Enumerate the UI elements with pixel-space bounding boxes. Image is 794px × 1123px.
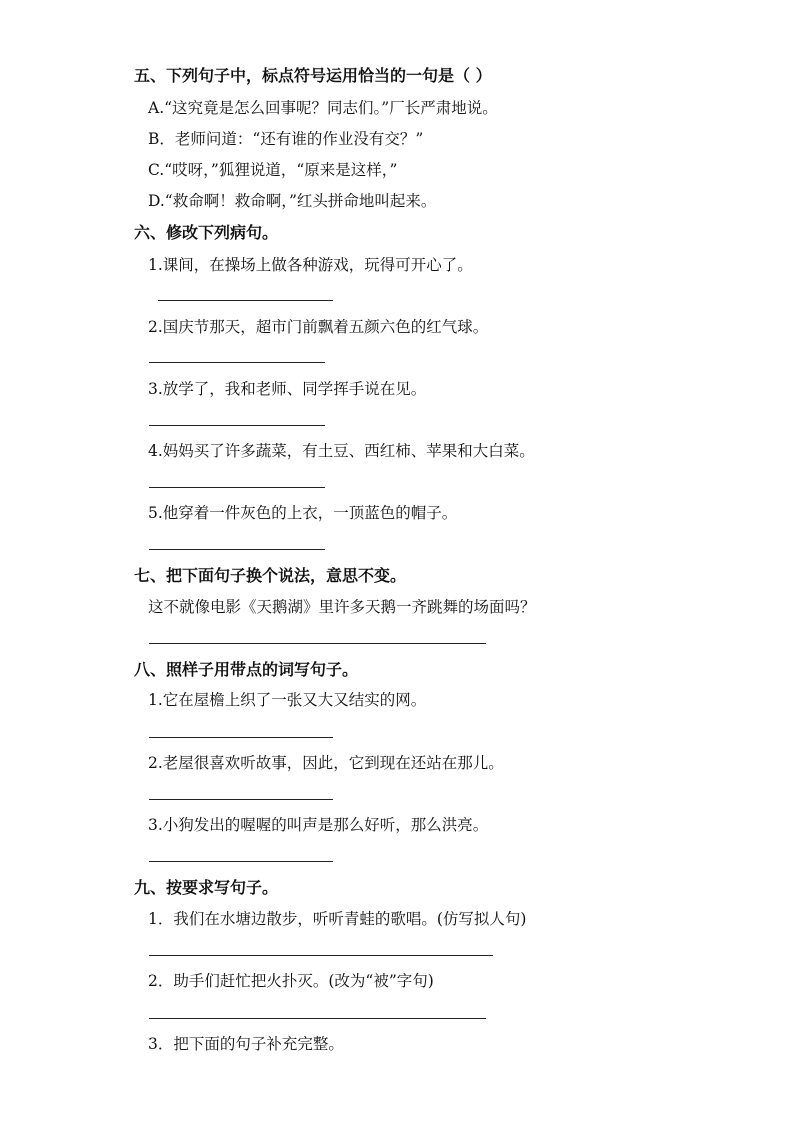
section-6-item-2: 2.国庆节那天，超市门前飘着五颜六色的红气球。 — [148, 318, 489, 336]
answer-line[interactable] — [149, 737, 333, 738]
section-9-item-1: 1．我们在水塘边散步，听听青蛙的歌唱。(仿写拟人句) — [148, 910, 527, 928]
section-9-item-3: 3．把下面的句子补充完整。 — [148, 1035, 344, 1053]
section-6-title: 六、修改下列病句。 — [134, 223, 279, 242]
section-6-item-1: 1.课间，在操场上做各种游戏，玩得可开心了。 — [148, 256, 473, 274]
answer-line[interactable] — [149, 955, 493, 956]
section-5-option-d: D.“救命啊！救命啊，”红头拼命地叫起来。 — [148, 192, 437, 210]
answer-line[interactable] — [149, 549, 325, 550]
answer-line[interactable] — [149, 487, 325, 488]
section-8-title: 八、照样子用带点的词写句子。 — [134, 660, 359, 679]
section-5-option-a: A.“这究竟是怎么回事呢？同志们。”厂长严肃地说。 — [148, 99, 498, 117]
answer-line[interactable] — [158, 300, 333, 301]
section-9-title: 九、按要求写句子。 — [134, 878, 279, 897]
section-9-item-2: 2．助手们赶忙把火扑灭。(改为“被”字句) — [148, 972, 434, 990]
section-8-item-1: 1.它在屋檐上织了一张又大又结实的网。 — [148, 691, 427, 709]
section-7-sentence: 这不就像电影《天鹅湖》里许多天鹅一齐跳舞的场面吗？ — [148, 598, 536, 616]
section-6-item-3: 3.放学了，我和老师、同学挥手说在见。 — [148, 380, 427, 398]
section-5-title: 五、下列句子中，标点符号运用恰当的一句是（ ） — [134, 66, 492, 85]
section-5-option-c: C.“哎呀，”狐狸说道，“原来是这样，” — [148, 161, 398, 179]
section-6-item-5: 5.他穿着一件灰色的上衣，一顶蓝色的帽子。 — [148, 504, 458, 522]
answer-line[interactable] — [149, 643, 486, 644]
section-6-item-4: 4.妈妈买了许多蔬菜，有土豆、西红柿、苹果和大白菜。 — [148, 442, 535, 460]
section-8-item-3: 3.小狗发出的喔喔的叫声是那么好听，那么洪亮。 — [148, 816, 489, 834]
section-8-item-2: 2.老屋很喜欢听故事，因此，它到现在还站在那儿。 — [148, 754, 504, 772]
answer-line[interactable] — [149, 861, 333, 862]
answer-line[interactable] — [149, 425, 325, 426]
answer-line[interactable] — [149, 362, 325, 363]
section-7-title: 七、把下面句子换个说法，意思不变。 — [134, 566, 407, 585]
answer-line[interactable] — [149, 799, 333, 800]
answer-line[interactable] — [149, 1018, 486, 1019]
section-5-option-b: B．老师问道：“还有谁的作业没有交？” — [148, 130, 424, 148]
